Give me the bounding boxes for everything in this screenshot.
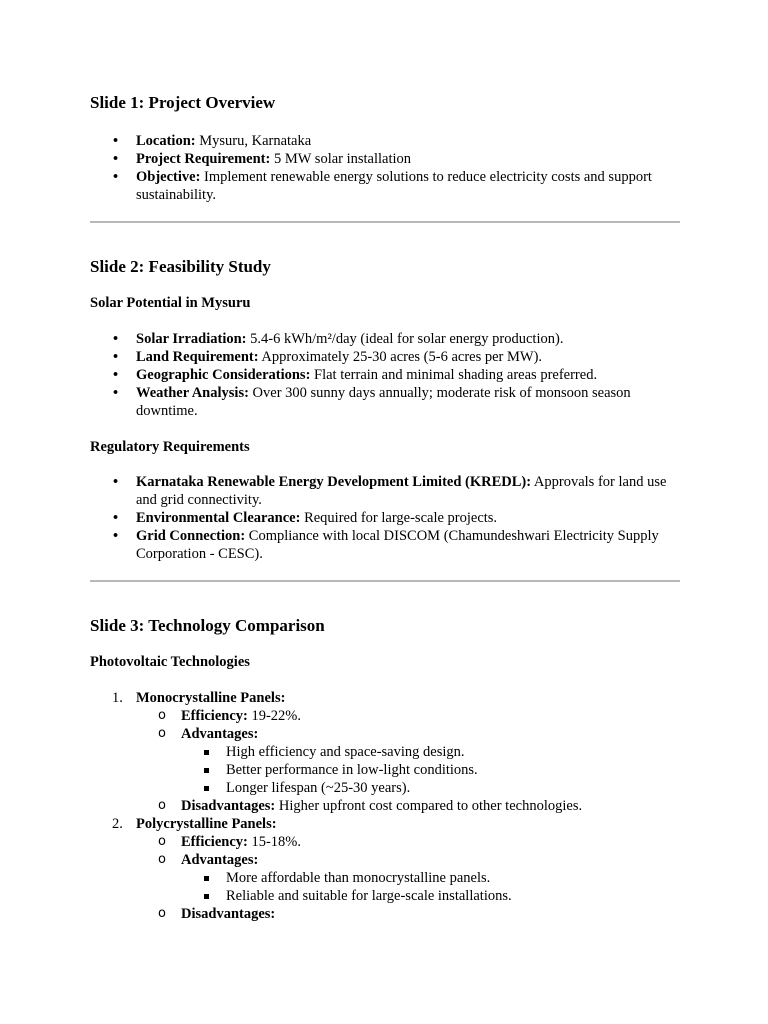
- item-label: Disadvantages:: [181, 906, 276, 922]
- list-marker: o: [158, 834, 166, 849]
- item-label: Advantages:: [181, 852, 259, 868]
- list-item: [90, 689, 680, 815]
- item-text: 15-18%.: [247, 834, 302, 850]
- item-label: Advantages:: [181, 726, 259, 742]
- list-item: [90, 509, 680, 527]
- technology-list: [90, 689, 680, 923]
- item-text: 19-22%.: [247, 708, 302, 724]
- list-item: [181, 869, 680, 887]
- tech-details: [136, 707, 680, 815]
- item-text: Longer lifespan (~25-30 years).: [226, 780, 411, 796]
- document-content: [90, 93, 680, 923]
- item-label: Karnataka Renewable Energy Development Limited (KREDL):: [136, 474, 532, 490]
- item-label: Disadvantages:: [181, 798, 276, 814]
- square-bullet-icon: [204, 786, 209, 791]
- advantages-list: [181, 869, 680, 905]
- item-label: Solar Irradiation:: [136, 331, 247, 347]
- item-label: Location:: [136, 133, 196, 149]
- advantages-list: [181, 743, 680, 797]
- tech-details: [136, 833, 680, 923]
- slide2-section1-list: [90, 330, 680, 420]
- item-label: Grid Connection:: [136, 528, 246, 544]
- list-item: [90, 348, 680, 366]
- list-item: [136, 833, 680, 851]
- list-item: [90, 527, 680, 563]
- item-label: Project Requirement:: [136, 151, 271, 167]
- list-marker: o: [158, 798, 166, 813]
- square-bullet-icon: [204, 750, 209, 755]
- item-text: Approvals for land use and grid connectivity.: [136, 474, 667, 508]
- item-label: Weather Analysis:: [136, 385, 249, 401]
- list-item: [181, 887, 680, 905]
- slide2-section1-heading: Solar Potential in Mysuru: [90, 295, 251, 311]
- slide3-title: Slide 3: Technology Comparison: [90, 616, 325, 635]
- list-number: 2.: [112, 816, 123, 832]
- slide1-title: Slide 1: Project Overview: [90, 93, 276, 112]
- item-text: More affordable than monocrystalline panels.: [226, 870, 491, 886]
- list-item: [90, 132, 680, 150]
- list-item: [90, 384, 680, 420]
- item-text: Approximately 25-30 acres (5-6 acres per MW).: [258, 349, 543, 365]
- item-text: Required for large-scale projects.: [300, 510, 498, 526]
- item-text: Flat terrain and minimal shading areas preferred.: [310, 367, 598, 383]
- list-marker: o: [158, 726, 166, 741]
- divider: [90, 221, 680, 223]
- tech-name: Polycrystalline Panels:: [136, 816, 277, 832]
- item-text: Mysuru, Karnataka: [195, 133, 312, 149]
- item-text: High efficiency and space-saving design.: [226, 744, 465, 760]
- item-text: Reliable and suitable for large-scale installations.: [226, 888, 512, 904]
- list-marker: o: [158, 906, 166, 921]
- list-item: [136, 707, 680, 725]
- square-bullet-icon: [204, 876, 209, 881]
- slide1-list: [90, 132, 680, 204]
- item-text: Compliance with local DISCOM (Chamundeshwari Electricity Supply Corporation - CESC).: [136, 528, 659, 562]
- item-text: 5.4-6 kWh/m²/day (ideal for solar energy production).: [246, 331, 564, 347]
- list-item: [90, 473, 680, 509]
- list-item: [181, 779, 680, 797]
- list-marker: o: [158, 852, 166, 867]
- list-item: [90, 150, 680, 168]
- list-marker: o: [158, 708, 166, 723]
- list-item: [90, 366, 680, 384]
- list-item: [136, 797, 680, 815]
- item-text: Higher upfront cost compared to other technologies.: [275, 798, 583, 814]
- list-item: [136, 725, 680, 797]
- slide3-heading: Photovoltaic Technologies: [90, 654, 250, 670]
- item-text: Over 300 sunny days annually; moderate risk of monsoon season downtime.: [136, 385, 631, 419]
- item-label: Land Requirement:: [136, 349, 259, 365]
- list-item: [136, 905, 680, 923]
- item-text: Better performance in low-light conditions.: [226, 762, 478, 778]
- list-item: [181, 743, 680, 761]
- list-item: [181, 761, 680, 779]
- square-bullet-icon: [204, 894, 209, 899]
- list-item: [90, 330, 680, 348]
- item-label: Efficiency:: [181, 708, 248, 724]
- list-number: 1.: [112, 690, 123, 706]
- item-label: Efficiency:: [181, 834, 248, 850]
- divider: [90, 580, 680, 582]
- item-label: Environmental Clearance:: [136, 510, 301, 526]
- tech-name: Monocrystalline Panels:: [136, 690, 286, 706]
- list-item: [90, 168, 680, 204]
- item-text: 5 MW solar installation: [270, 151, 412, 167]
- item-label: Objective:: [136, 169, 201, 185]
- item-label: Geographic Considerations:: [136, 367, 311, 383]
- slide2-title: Slide 2: Feasibility Study: [90, 257, 271, 276]
- list-item: [90, 815, 680, 923]
- square-bullet-icon: [204, 768, 209, 773]
- slide2-section2-heading: Regulatory Requirements: [90, 439, 250, 455]
- slide2-section2-list: [90, 473, 680, 563]
- list-item: [136, 851, 680, 905]
- item-text: Implement renewable energy solutions to reduce electricity costs and support sustainability.: [136, 169, 652, 203]
